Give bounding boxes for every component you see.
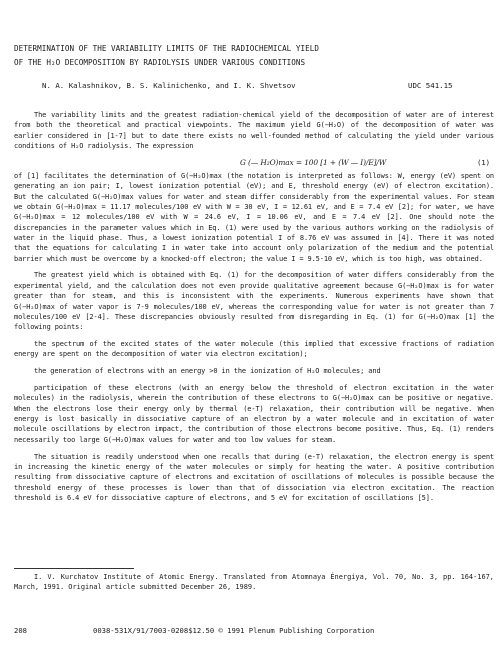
- article-body: [14, 110, 494, 510]
- udc-code: UDC 541.15: [408, 81, 453, 90]
- page-number: 208: [14, 626, 27, 635]
- title-line-2: OF THE H₂O DECOMPOSITION BY RADIOLYSIS UNDER VARIOUS CONDITIONS: [14, 58, 306, 67]
- author-list: N. A. Kalashnikov, B. S. Kalinichenko, and I. K. Shvetsov: [42, 81, 296, 90]
- paragraph-greatest-yield: The greatest yield which is obtained with Eq. (1) for the decomposition of water differs considerably from the experimental yield, and the calculation does not even provide qualitative agreement because G(−H₂O)max is for water greater than for steam, and this is inconsistent with the experiments. Numerous experiments have shown that G(−H₂O)max of water vapor is 7-9 molecules/100 eV, whereas the corresponding value for water is not greater than 7 molecules/100 eV [2-4]. These discrepancies obviously resulted from disregarding in Eq. (1) for G(−H₂O)max [1] the following points:: [14, 271, 494, 332]
- equation-number: (1): [476, 157, 490, 167]
- footnote: I. V. Kurchatov Institute of Atomic Energy. Translated from Atomnaya Énergiya, Vol. 70, No. 3, pp. 164-167, March, 1991. Original article submitted December 26, 1989.: [14, 573, 494, 591]
- equation-1: [14, 158, 494, 170]
- paragraph-point-participation: participation of these electrons (with an energy below the threshold of electron excitation in the water molecules) in the radiolysis, wherein the contribution of these electrons to G(−H₂O)max can be positive or negative. When the electrons lose their energy only by thermal (e-T) relaxation, their contribution will be negative. When energy is lost basically in dissociative capture of an electron by a water molecule and in excitation of water molecule oscillations by electron impact, the contribution of those electrons become positive. Thus, Eq. (1) renders necessarily too large G(−H₂O)max values for water and too low values for steam.: [14, 384, 494, 444]
- paragraph-point-spectrum: the spectrum of the excited states of the water molecule (this implied that excessive fractions of radiation energy are spent on the decomposition of water via electron excitation);: [14, 340, 494, 359]
- paragraph-point-generation: the generation of electrons with an energy >0 in the ionization of H₂O molecules; and: [34, 367, 381, 376]
- equation-formula: G (— H₂O)max = 100 [1 + (W — I)/E]/W: [240, 157, 387, 167]
- publication-code: 0038-531X/91/7003-0208$12.50 © 1991 Plenum Publishing Corporation: [93, 626, 375, 635]
- title-line-1: DETERMINATION OF THE VARIABILITY LIMITS OF THE RADIOCHEMICAL YIELD: [14, 44, 320, 53]
- paragraph-notation: of [1] facilitates the determination of G(−H₂O)max (the notation is interpreted as follows: W, energy (eV) spent on generating an ion pair; I, lowest ionization potential (eV); and E, threshold energy (eV) of electron excitation). But the calculated G(−H₂O)max values for water and steam differ considerably from the experimental values. For steam we obtain G(−H₂O)max = 11.17 molecules/100 eV with W = 30 eV, I = 12.61 eV, and E = 7.4 eV [2]; for water, we have G(−H₂O)max = 12 molecules/100 eV with W = 24.6 eV, I = 10.06 eV, and E = 7.4 eV [2]. One should note the discrepancies in the parameter values which in Eq. (1) were used by the various authors working on the radiolysis of water in the liquid phase. Thus, a lowest ionization potential I of 8.76 eV was assumed in [4]. There it was noted that the equations for calculating I in water take into account only polarization of the medium and the potential barrier which must be overcome by a knocked-off electron; the value I = 9.5-10 eV, which is too high, was obtained.: [14, 171, 494, 263]
- footnote-divider: [14, 568, 134, 569]
- paragraph-intro: The variability limits and the greatest radiation-chemical yield of the decomposition of water are of interest from both the theoretical and practical viewpoints. The maximum yield G(−H₂O) of the decomposition of water was earlier considered in [1-7] but to date there exists no well-founded method of calculating the yield under various conditions of H₂O radiolysis. The expression: [14, 111, 494, 151]
- paragraph-situation: The situation is readily understood when one recalls that during (e-T) relaxation, the electron energy is spent in increasing the kinetic energy of the water molecules or simply for heating the water. A positive contribution resulting from dissociative capture of electrons and excitation of oscillations of molecules is possible because the threshold energy of these processes is lower than that of dissociation via electron excitation. The reaction threshold is 6.4 eV for dissociative capture of electrons, and 5 eV for excitation of oscillations [5].: [14, 452, 494, 502]
